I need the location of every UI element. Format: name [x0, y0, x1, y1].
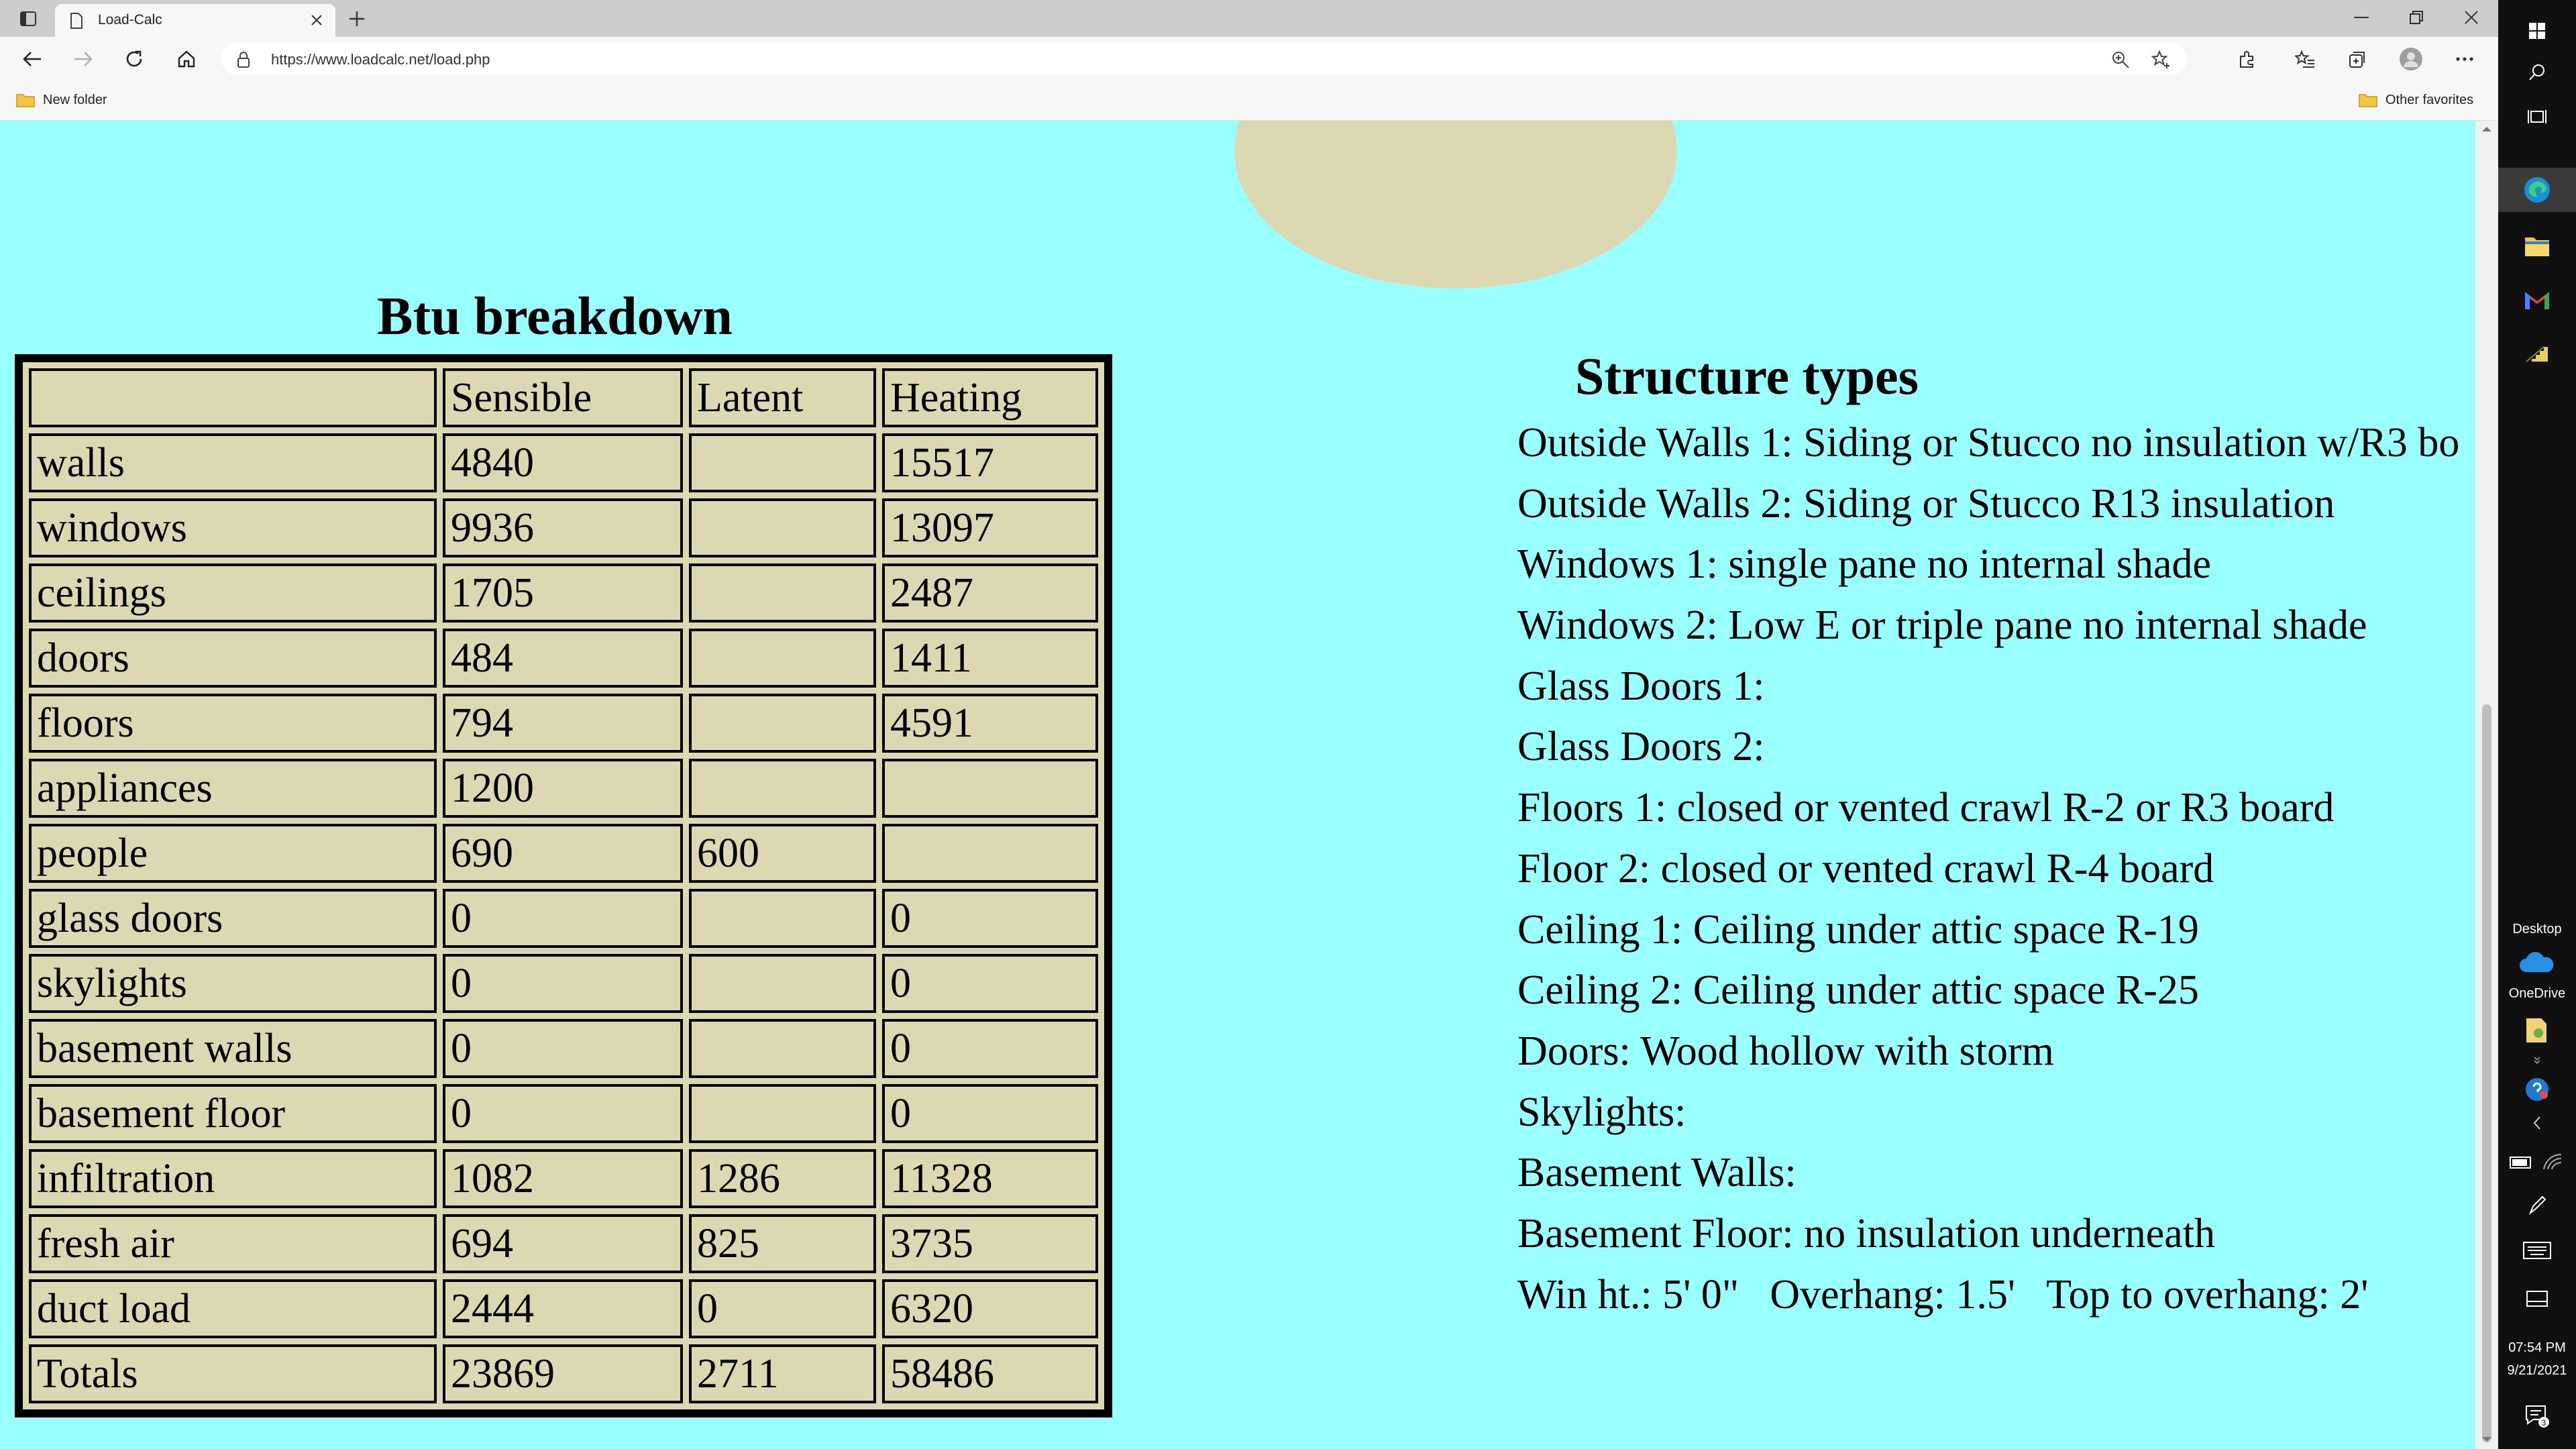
taskbar-edge[interactable] — [2498, 168, 2576, 212]
help-icon — [2524, 1076, 2551, 1103]
structure-type-line: Windows 2: Low E or triple pane no internal shade — [1517, 602, 2367, 649]
pen-icon — [2526, 1194, 2548, 1216]
minimize-button[interactable] — [2334, 3, 2388, 32]
window-close-button[interactable] — [2445, 3, 2498, 32]
table-row — [29, 498, 1098, 557]
table-row — [29, 629, 1098, 688]
top-to-overhang-text: Top to overhang: 2' — [2046, 1271, 2369, 1318]
table-cell — [689, 694, 876, 753]
web-page — [0, 121, 2475, 1449]
table-cell — [689, 759, 876, 818]
structure-type-line: Glass Doors 1: — [1517, 663, 1765, 709]
table-cell: 0 — [882, 1019, 1098, 1078]
windows-taskbar — [2498, 0, 2576, 1449]
table-cell: 9936 — [443, 498, 683, 557]
tray-show-hidden[interactable] — [2498, 1111, 2576, 1135]
browser-toolbar — [0, 37, 2498, 81]
favorite-other-favorites[interactable] — [2359, 88, 2473, 112]
table-cell: ceilings — [29, 564, 437, 623]
table-cell: 2444 — [443, 1279, 683, 1338]
folder-icon — [16, 93, 35, 107]
tab-title: Load-Calc — [98, 12, 162, 28]
overhang-text: Overhang: 1.5' — [1770, 1271, 2016, 1318]
display-icon — [2525, 1289, 2549, 1308]
back-button[interactable] — [16, 44, 48, 74]
table-cell: 13097 — [882, 498, 1098, 557]
column-header: Latent — [689, 368, 876, 427]
search-button[interactable] — [2498, 54, 2576, 91]
collections-button[interactable] — [2341, 44, 2373, 74]
structure-type-line: Doors: Wood hollow with storm — [1517, 1028, 2054, 1074]
column-header — [29, 368, 437, 427]
browser-title-bar — [0, 0, 2498, 37]
lock-icon[interactable] — [236, 51, 251, 68]
plus-icon — [348, 10, 366, 28]
add-favorite-icon[interactable] — [2151, 50, 2171, 70]
table-cell: 2711 — [689, 1344, 876, 1403]
profile-button[interactable] — [2395, 44, 2427, 74]
folder-icon — [2359, 93, 2377, 107]
extensions-icon — [2238, 50, 2257, 68]
windows-logo-icon — [2528, 22, 2546, 40]
scrollbar-thumb[interactable] — [2482, 704, 2491, 1442]
table-cell: skylights — [29, 954, 437, 1013]
table-cell: 694 — [443, 1214, 683, 1273]
structure-type-line: Basement Walls: — [1517, 1150, 1796, 1196]
refresh-button[interactable] — [118, 44, 150, 74]
structure-type-line: Basement Floor: no insulation underneath — [1517, 1210, 2216, 1256]
table-cell: 6320 — [882, 1279, 1098, 1338]
table-cell — [882, 759, 1098, 818]
favorite-label: New folder — [43, 92, 107, 107]
table-cell — [689, 889, 876, 948]
table-row — [29, 889, 1098, 948]
structure-type-line: Outside Walls 1: Siding or Stucco no insulation w/R3 bo — [1517, 420, 2460, 466]
table-cell: infiltration — [29, 1149, 437, 1208]
table-cell: 4591 — [882, 694, 1098, 753]
clock-date[interactable]: 9/21/2021 — [2507, 1363, 2567, 1378]
clock-time[interactable]: 07:54 PM — [2508, 1340, 2566, 1355]
window-height-text: Win ht.: 5' 0" — [1517, 1271, 1739, 1318]
tab-close-button[interactable] — [307, 11, 326, 30]
home-button[interactable] — [170, 44, 203, 74]
taskbar-file-explorer[interactable] — [2498, 224, 2576, 268]
table-row — [29, 824, 1098, 883]
search-icon — [2528, 63, 2546, 82]
table-cell: Totals — [29, 1344, 437, 1403]
chevron-down-icon — [2533, 1055, 2541, 1065]
btu-breakdown-table — [15, 354, 1112, 1417]
table-cell: 11328 — [882, 1149, 1098, 1208]
table-cell: 1411 — [882, 629, 1098, 688]
table-cell: 0 — [443, 1084, 683, 1143]
table-row — [29, 759, 1098, 818]
table-cell: walls — [29, 433, 437, 492]
table-cell: windows — [29, 498, 437, 557]
desktop-label[interactable]: Desktop — [2512, 922, 2562, 936]
taskbar-gmail[interactable] — [2498, 278, 2576, 322]
table-cell: people — [29, 824, 437, 883]
table-cell: 58486 — [882, 1344, 1098, 1403]
table-row — [29, 1344, 1098, 1403]
tray-network-battery[interactable] — [2498, 1147, 2576, 1177]
structure-type-line: Floor 2: closed or vented crawl R-4 board — [1517, 845, 2214, 892]
onedrive-label[interactable]: OneDrive — [2508, 986, 2566, 1001]
structure-type-line: Ceiling 2: Ceiling under attic space R-25 — [1517, 967, 2199, 1014]
structure-type-line: Ceiling 1: Ceiling under attic space R-19 — [1517, 906, 2199, 953]
table-cell: 0 — [443, 954, 683, 1013]
table-cell: 0 — [443, 889, 683, 948]
notification-icon — [2524, 1402, 2551, 1429]
table-cell: 600 — [689, 824, 876, 883]
table-header-row — [29, 368, 1098, 427]
close-icon — [311, 14, 323, 26]
structure-type-line: Windows 1: single pane no internal shade — [1517, 541, 2212, 588]
structure-type-line: Outside Walls 2: Siding or Stucco R13 insulation — [1517, 480, 2335, 527]
gmail-icon — [2524, 289, 2551, 311]
new-tab-button[interactable] — [342, 8, 372, 30]
table-cell: basement walls — [29, 1019, 437, 1078]
task-view-button[interactable] — [2498, 98, 2576, 136]
table-cell — [689, 564, 876, 623]
table-cell: 825 — [689, 1214, 876, 1273]
table-cell — [689, 954, 876, 1013]
table-cell: 484 — [443, 629, 683, 688]
favorites-button[interactable] — [2289, 44, 2321, 74]
table-cell: basement floor — [29, 1084, 437, 1143]
table-cell: 1286 — [689, 1149, 876, 1208]
back-arrow-icon — [22, 50, 42, 68]
favorites-list-icon — [2295, 50, 2315, 68]
tab-actions-button[interactable] — [15, 8, 42, 30]
structure-type-line: Glass Doors 2: — [1517, 724, 1765, 770]
taskbar-app[interactable] — [2498, 331, 2576, 376]
table-row — [29, 954, 1098, 1013]
chevron-left-icon — [2532, 1116, 2542, 1130]
table-cell: duct load — [29, 1279, 437, 1338]
table-row — [29, 1149, 1098, 1208]
notification-count: 3 — [2541, 1418, 2546, 1428]
scroll-up-icon[interactable] — [2481, 125, 2493, 133]
table-row — [29, 1019, 1098, 1078]
tray-help-button[interactable] — [2498, 1073, 2576, 1106]
table-cell: fresh air — [29, 1214, 437, 1273]
page-scrollbar[interactable] — [2475, 121, 2498, 1449]
table-cell — [689, 1084, 876, 1143]
refresh-icon — [125, 50, 144, 68]
table-row — [29, 564, 1098, 623]
table-cell: glass doors — [29, 889, 437, 948]
keyboard-icon — [2522, 1241, 2552, 1260]
page-icon — [70, 13, 83, 29]
table-cell: 4840 — [443, 433, 683, 492]
site-logo — [1234, 121, 1677, 288]
table-row — [29, 1214, 1098, 1273]
zoom-icon[interactable] — [2110, 50, 2131, 70]
favorites-bar — [0, 81, 2498, 121]
table-cell: appliances — [29, 759, 437, 818]
favorite-new-folder[interactable] — [16, 88, 107, 112]
address-bar[interactable] — [221, 43, 2187, 75]
structure-types-list — [1517, 413, 2475, 1325]
close-icon — [2464, 10, 2479, 25]
edge-browser-icon — [2522, 175, 2552, 205]
avatar-icon — [2399, 47, 2423, 71]
structure-type-line: Floors 1: closed or vented crawl R-2 or R3 board — [1517, 785, 2334, 831]
table-cell: 23869 — [443, 1344, 683, 1403]
settings-menu-button[interactable] — [2449, 44, 2481, 74]
start-button[interactable] — [2498, 12, 2576, 50]
more-icon — [2455, 56, 2474, 62]
table-cell: 1705 — [443, 564, 683, 623]
tray-pen[interactable] — [2498, 1190, 2576, 1220]
user-folder-icon — [2524, 1016, 2551, 1045]
table-cell: 0 — [882, 954, 1098, 1013]
collections-icon — [2348, 50, 2367, 68]
restore-icon — [2409, 10, 2424, 25]
url-text[interactable]: https://www.loadcalc.net/load.php — [271, 51, 490, 68]
table-cell: 0 — [689, 1279, 876, 1338]
onedrive-cloud-icon — [2518, 951, 2556, 973]
table-cell: 0 — [882, 889, 1098, 948]
table-cell: 0 — [443, 1019, 683, 1078]
tray-overflow-chevron[interactable] — [2498, 1052, 2576, 1068]
column-header: Heating — [882, 368, 1098, 427]
stairs-app-icon — [2524, 343, 2551, 364]
browser-tab-active[interactable] — [55, 4, 335, 37]
btu-breakdown-heading: Btu breakdown — [377, 287, 733, 346]
structure-type-line: Skylights: — [1517, 1089, 1686, 1135]
task-view-icon — [2527, 107, 2547, 126]
restore-button[interactable] — [2390, 3, 2443, 32]
forward-button[interactable] — [67, 44, 99, 74]
favorite-label: Other favorites — [2385, 92, 2474, 107]
table-cell: floors — [29, 694, 437, 753]
table-cell: 1200 — [443, 759, 683, 818]
scroll-down-icon[interactable] — [2481, 1436, 2493, 1444]
extensions-button[interactable] — [2231, 44, 2263, 74]
table-cell: 15517 — [882, 433, 1098, 492]
battery-wifi-icon — [2509, 1152, 2565, 1172]
folder-icon — [2524, 235, 2551, 258]
tray-user-folder[interactable] — [2498, 1010, 2576, 1051]
table-cell — [882, 824, 1098, 883]
table-row — [29, 694, 1098, 753]
window-overhang-line — [1517, 1265, 2475, 1326]
table-cell: 690 — [443, 824, 683, 883]
table-cell: 2487 — [882, 564, 1098, 623]
action-center-button[interactable] — [2498, 1397, 2576, 1434]
structure-types-heading: Structure types — [1575, 347, 1919, 405]
tray-keyboard[interactable] — [2498, 1236, 2576, 1265]
table-cell: 3735 — [882, 1214, 1098, 1273]
tab-actions-icon — [19, 11, 37, 27]
table-cell — [689, 1019, 876, 1078]
table-cell: doors — [29, 629, 437, 688]
home-icon — [177, 50, 196, 68]
table-row — [29, 1084, 1098, 1143]
forward-arrow-icon — [73, 50, 93, 68]
table-cell: 794 — [443, 694, 683, 753]
table-cell: 1082 — [443, 1149, 683, 1208]
table-row — [29, 1279, 1098, 1338]
onedrive-button[interactable] — [2498, 946, 2576, 978]
table-cell — [689, 433, 876, 492]
table-cell: 0 — [882, 1084, 1098, 1143]
table-cell — [689, 629, 876, 688]
table-row — [29, 433, 1098, 492]
table-cell — [689, 498, 876, 557]
minimize-icon — [2354, 16, 2369, 19]
tray-display[interactable] — [2498, 1284, 2576, 1313]
column-header: Sensible — [443, 368, 683, 427]
